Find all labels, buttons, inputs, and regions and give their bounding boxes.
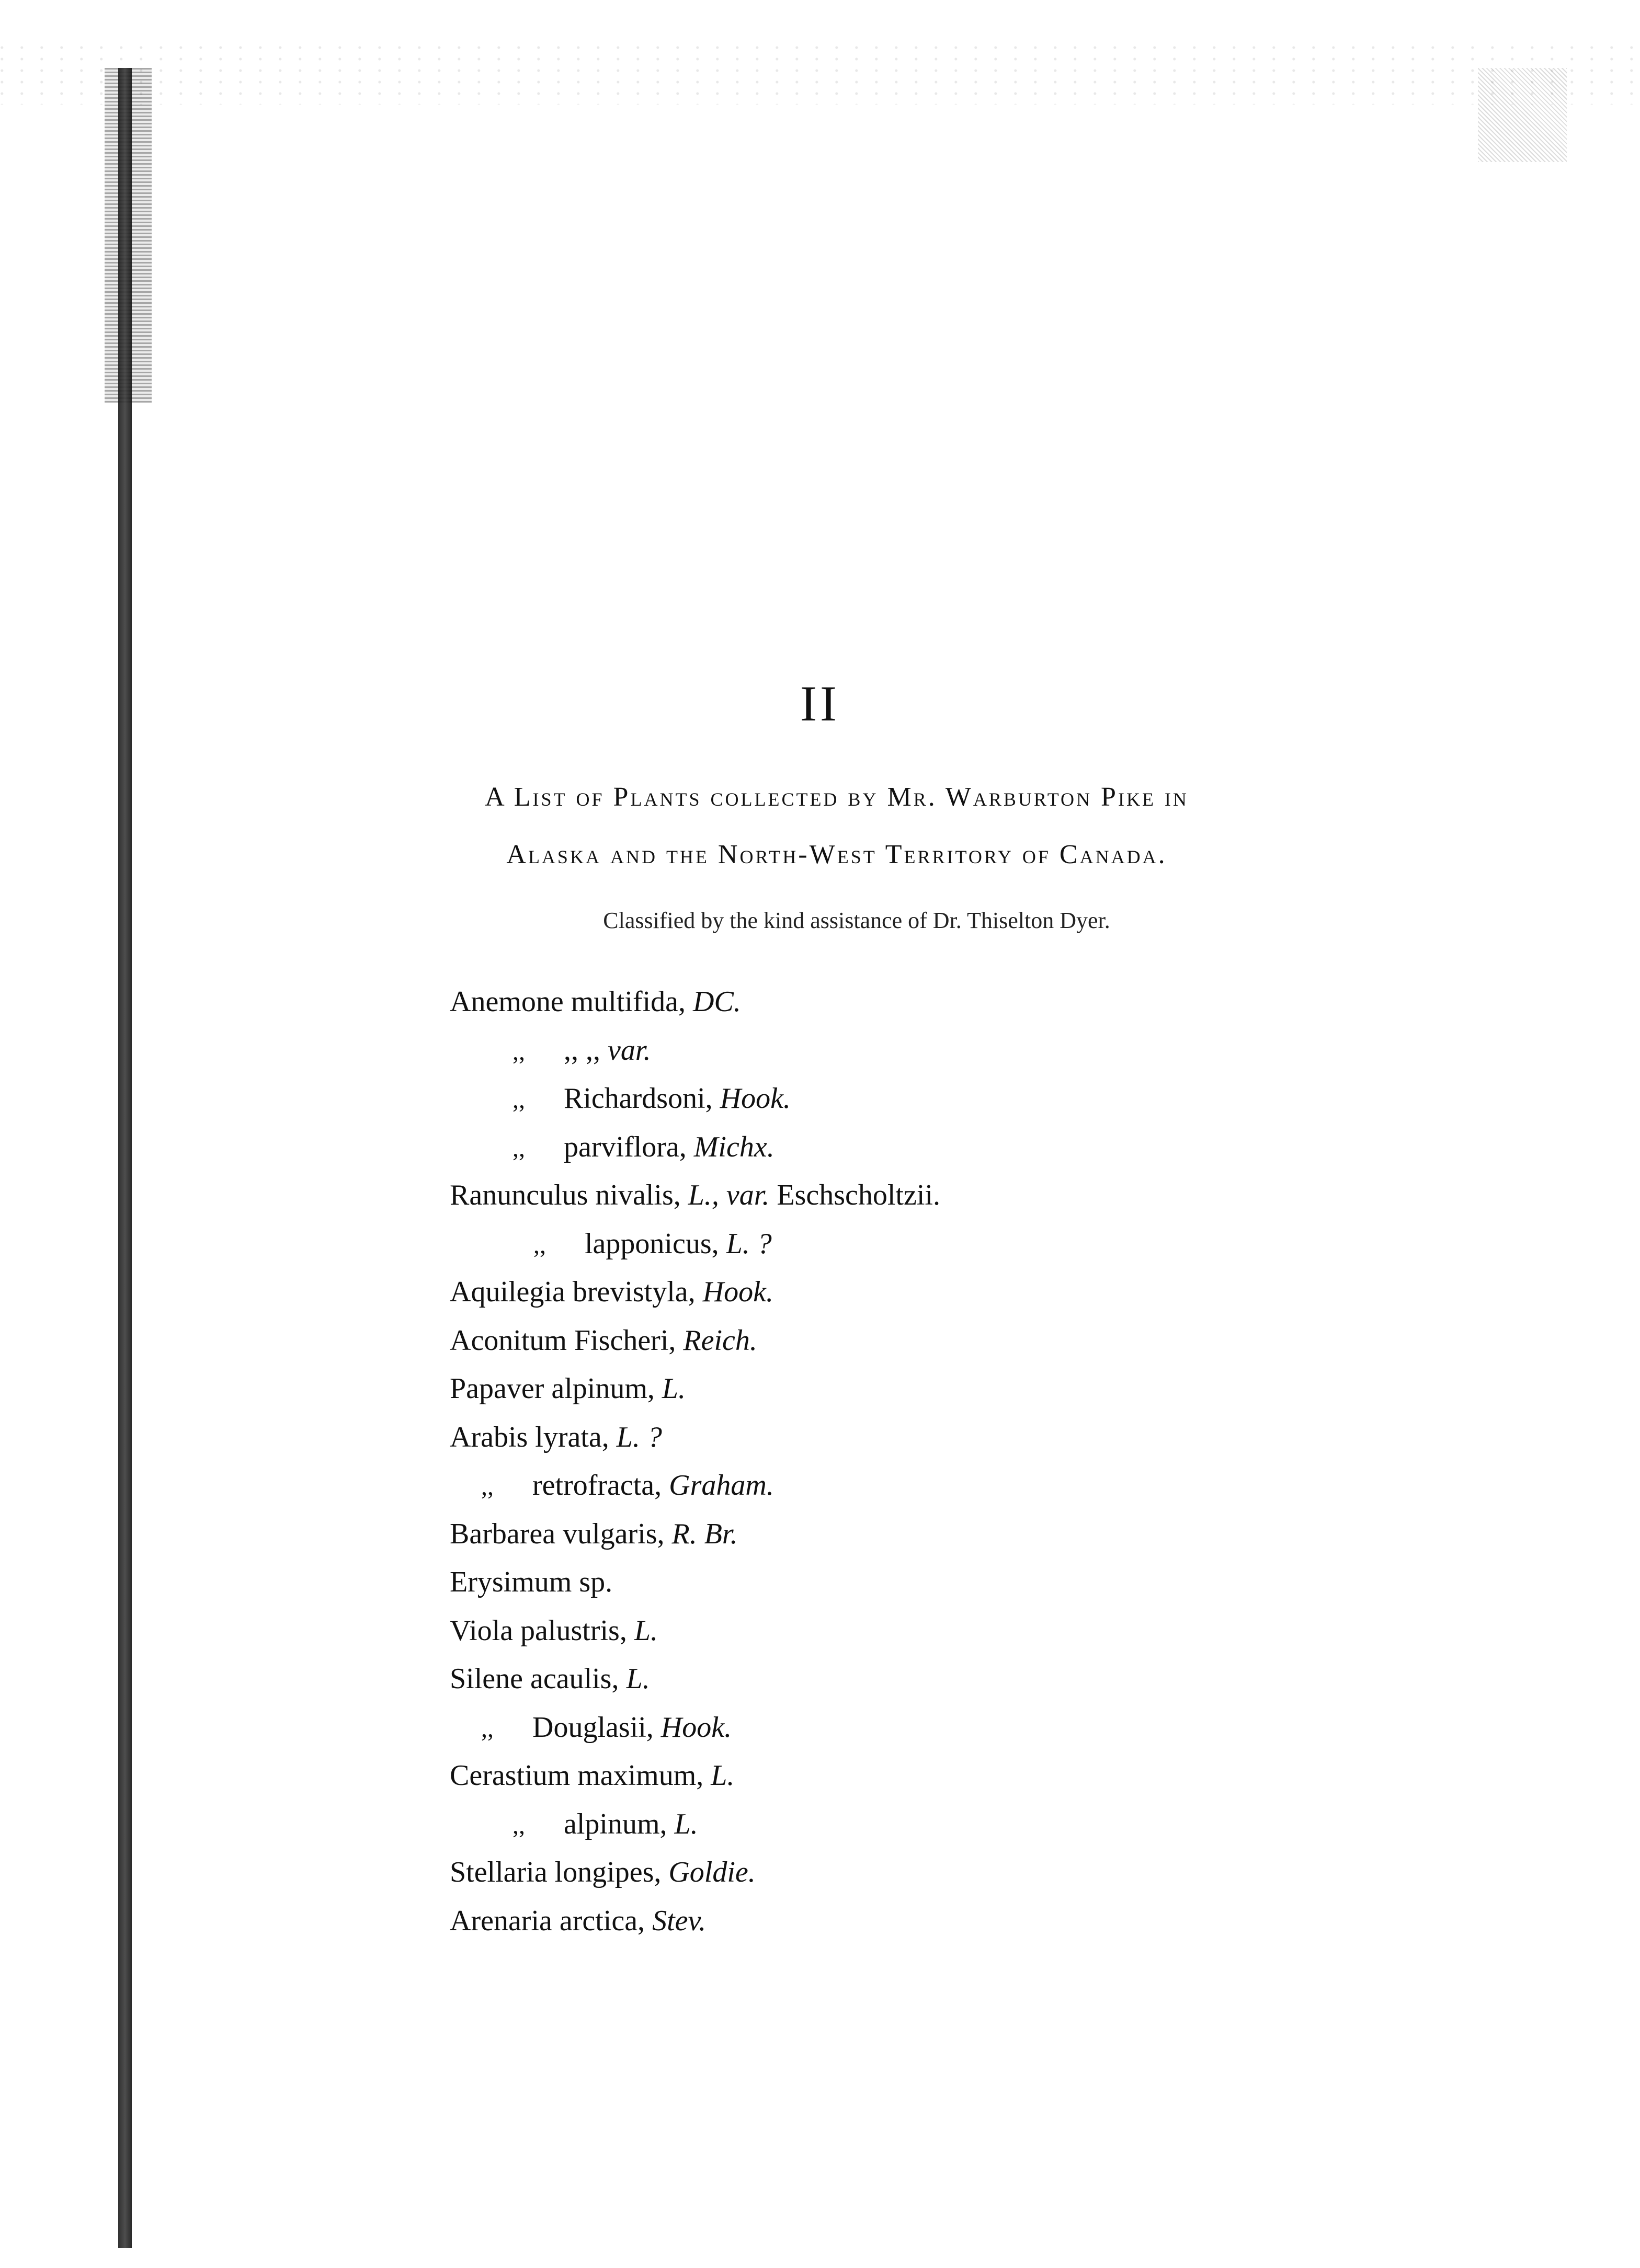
list-item bbox=[450, 1220, 1443, 1268]
plant-authority: var. bbox=[608, 1034, 651, 1067]
plant-variety: Eschscholtzii. bbox=[777, 1179, 940, 1211]
ditto-mark: ,, bbox=[533, 1231, 546, 1259]
plant-name: Papaver alpinum, bbox=[450, 1372, 655, 1405]
plant-authority: Reich. bbox=[683, 1324, 757, 1357]
plant-name: lapponicus, bbox=[585, 1227, 719, 1260]
scan-noise-corner bbox=[1478, 68, 1567, 162]
plant-name: Viola palustris, bbox=[450, 1614, 627, 1647]
list-item bbox=[450, 1123, 1443, 1172]
title-line-1: A List of Plants collected by Mr. Warburton Pike in bbox=[485, 782, 1189, 812]
plant-name: Erysimum sp. bbox=[450, 1566, 613, 1598]
plant-name: Aconitum Fischeri, bbox=[450, 1324, 676, 1357]
scan-noise-top bbox=[0, 42, 1640, 105]
plant-authority: Hook. bbox=[660, 1711, 732, 1744]
ditto-mark: ,, bbox=[512, 1134, 525, 1162]
list-item bbox=[450, 1703, 1443, 1752]
plant-authority: L. bbox=[662, 1372, 686, 1405]
list-item bbox=[450, 1800, 1443, 1849]
ditto-mark: ,, bbox=[512, 1037, 525, 1066]
plant-authority: L. ? bbox=[616, 1421, 662, 1453]
plant-list bbox=[450, 978, 1443, 1945]
plant-authority: L. bbox=[626, 1663, 650, 1695]
ditto-mark: ,, bbox=[481, 1714, 494, 1743]
plant-authority: L. bbox=[711, 1759, 735, 1792]
list-item bbox=[450, 1171, 1443, 1220]
plant-authority: L. bbox=[674, 1807, 698, 1840]
list-item bbox=[450, 1365, 1443, 1413]
list-item bbox=[450, 1751, 1443, 1800]
plant-name: Anemone multifida, bbox=[450, 986, 686, 1018]
plant-name: alpinum, bbox=[564, 1807, 667, 1840]
plant-name: retrofracta, bbox=[532, 1469, 662, 1502]
plant-authority: Hook. bbox=[720, 1082, 791, 1115]
plant-name: Ranunculus nivalis, bbox=[450, 1179, 681, 1211]
plant-name: Aquilegia brevistyla, bbox=[450, 1276, 696, 1308]
list-item bbox=[450, 1848, 1443, 1897]
plant-name: Stellaria longipes, bbox=[450, 1856, 662, 1888]
plant-authority: DC. bbox=[693, 986, 741, 1018]
list-item bbox=[450, 1268, 1443, 1316]
ditto-mark: ,, bbox=[481, 1473, 494, 1500]
plant-name: Silene acaulis, bbox=[450, 1663, 619, 1695]
plant-name: Barbarea vulgaris, bbox=[450, 1517, 665, 1550]
list-item bbox=[450, 1026, 1443, 1075]
list-item bbox=[450, 978, 1443, 1026]
page-title bbox=[293, 769, 1381, 884]
plant-authority: Michx. bbox=[693, 1130, 775, 1163]
ditto-mark: ,, bbox=[512, 1811, 525, 1839]
plant-authority: L., var. bbox=[688, 1179, 770, 1211]
list-item bbox=[450, 1461, 1443, 1510]
plant-name: Douglasii, bbox=[532, 1711, 654, 1744]
list-item bbox=[450, 1897, 1443, 1945]
title-line-2: Alaska and the North-West Territory of Canada. bbox=[506, 840, 1167, 869]
list-item bbox=[450, 1413, 1443, 1462]
plant-authority: L. bbox=[634, 1614, 658, 1647]
plant-authority: Goldie. bbox=[668, 1856, 756, 1888]
list-item bbox=[450, 1655, 1443, 1703]
plant-name: ,, ,, bbox=[564, 1034, 600, 1067]
list-item bbox=[450, 1558, 1443, 1607]
plant-name: Arenaria arctica, bbox=[450, 1904, 645, 1937]
chapter-numeral: II bbox=[800, 675, 840, 731]
plant-name: Cerastium maximum, bbox=[450, 1759, 704, 1792]
plant-authority: Graham. bbox=[669, 1469, 774, 1502]
plant-name: Arabis lyrata, bbox=[450, 1421, 609, 1453]
plant-authority: R. Br. bbox=[671, 1517, 738, 1550]
plant-authority: L. ? bbox=[726, 1227, 772, 1260]
ditto-mark: ,, bbox=[512, 1086, 525, 1114]
plant-authority: Stev. bbox=[652, 1904, 707, 1937]
page-subtitle: Classified by the kind assistance of Dr. Thiselton Dyer. bbox=[603, 908, 1110, 933]
list-item bbox=[450, 1074, 1443, 1123]
binding-edge bbox=[118, 68, 132, 2248]
list-item bbox=[450, 1607, 1443, 1655]
plant-name: parviflora, bbox=[564, 1130, 687, 1163]
plant-authority: Hook. bbox=[702, 1276, 773, 1308]
plant-name: Richardsoni, bbox=[564, 1082, 713, 1115]
list-item bbox=[450, 1316, 1443, 1365]
list-item bbox=[450, 1510, 1443, 1559]
